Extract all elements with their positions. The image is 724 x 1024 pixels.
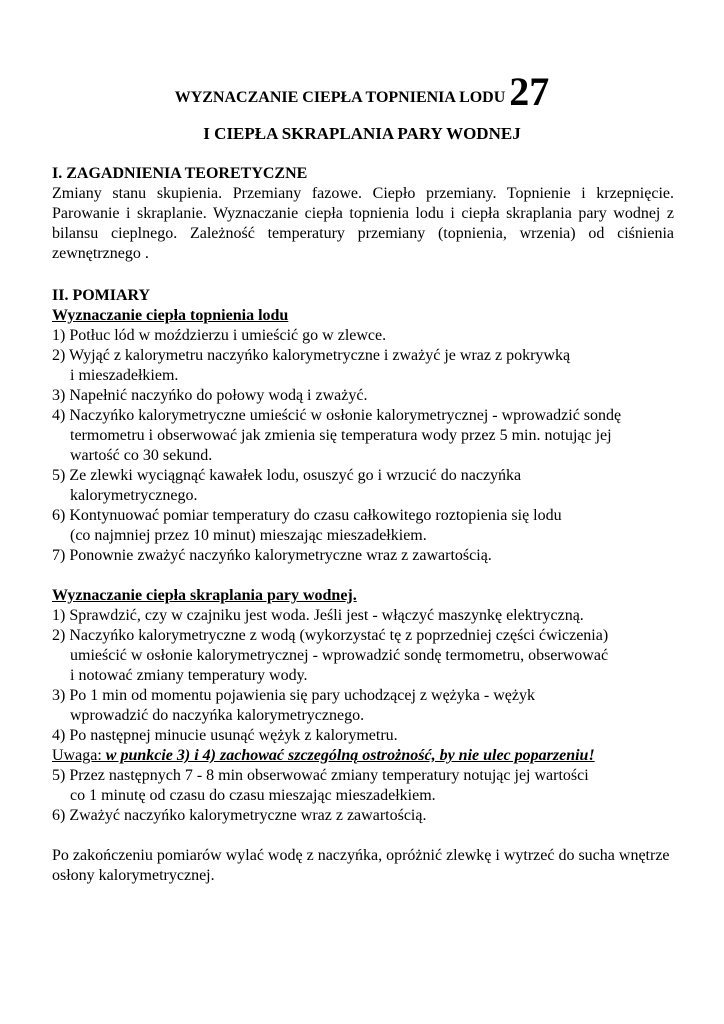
list-item: 4) Naczyńko kalorymetryczne umieścić w osłonie kalorymetrycznej - wprowadzić sondę [52, 407, 622, 424]
list-item: 1) Sprawdzić, czy w czajniku jest woda. Jeśli jest - włączyć maszynkę elektryczną. [52, 607, 584, 624]
list-item: 3) Napełnić naczyńko do połowy wodą i zważyć. [52, 387, 368, 404]
document-title-line1 [0, 69, 724, 114]
warning-label: Uwaga: [52, 747, 102, 764]
subsection-heading-melting: Wyznaczanie ciepła topnienia lodu [52, 307, 289, 324]
list-item: 6) Kontynuować pomiar temperatury do czasu całkowitego roztopienia się lodu [52, 507, 562, 524]
list-item-continuation: umieścić w osłonie kalorymetrycznej - wprowadzić sondę termometru, obserwować [70, 647, 609, 664]
list-item-continuation: kalorymetrycznego. [70, 487, 198, 504]
warning-note [52, 746, 674, 766]
list-item: 2) Wyjąć z kalorymetru naczyńko kalorymetryczne i zważyć je wraz z pokrywką [52, 347, 571, 364]
list-item: 4) Po następnej minucie usunąć wężyk z kalorymetru. [52, 727, 398, 744]
melting-steps-list [52, 326, 674, 566]
subsection-heading-condensation: Wyznaczanie ciepła skraplania pary wodnej. [52, 587, 357, 604]
list-item: 3) Po 1 min od momentu pojawienia się pary uchodzącej z wężyka - wężyk [52, 687, 535, 704]
list-item-continuation: (co najmniej przez 10 minut) mieszając mieszadełkiem. [70, 527, 427, 544]
exercise-number: 27 [509, 69, 550, 114]
warning-text: w punkcie 3) i 4) zachować szczególną ostrożność, by nie ulec poparzeniu! [101, 747, 595, 764]
section-theory [52, 164, 674, 264]
list-item-continuation: co 1 minutę od czasu do czasu mieszając mieszadełkiem. [70, 787, 436, 804]
condensation-steps-list [52, 606, 674, 826]
list-item-continuation: wprowadzić do naczyńka kalorymetrycznego. [70, 707, 365, 724]
list-item-continuation: wartość co 30 sekund. [70, 447, 213, 464]
section-heading-theory: I. ZAGADNIENIA TEORETYCZNE [52, 165, 308, 182]
section-measurements [52, 286, 674, 566]
list-item-continuation: termometru i obserwować jak zmienia się temperatura wody przez 5 min. notując jej [70, 427, 612, 444]
section-heading-measurements: II. POMIARY [52, 287, 151, 304]
document-title-line2: I CIEPŁA SKRAPLANIA PARY WODNEJ [203, 124, 521, 143]
theory-paragraph: Zmiany stanu skupienia. Przemiany fazowe. Ciepło przemiany. Topnienie i krzepnięcie. Parowanie i skraplanie. Wyznaczanie ciepła topnienia lodu i ciepła skraplania pary wodnej z bilansu cieplnego. Zależność temperatury przemiany (topnienia, wrzenia) od ciśnienia zewnętrznego . [52, 185, 674, 262]
list-item: 5) Przez następnych 7 - 8 min obserwować zmiany temperatury notując jej wartości [52, 767, 589, 784]
list-item: 6) Zważyć naczyńko kalorymetryczne wraz z zawartością. [52, 807, 427, 824]
list-item: 5) Ze zlewki wyciągnąć kawałek lodu, osuszyć go i wrzucić do naczyńka [52, 467, 522, 484]
subsection-condensation [52, 586, 674, 826]
list-item-continuation: i notować zmiany temperatury wody. [70, 667, 308, 684]
list-item: 7) Ponownie zważyć naczyńko kalorymetryczne wraz z zawartością. [52, 547, 492, 564]
title-text: WYZNACZANIE CIEPŁA TOPNIENIA LODU [174, 89, 506, 106]
list-item: 2) Naczyńko kalorymetryczne z wodą (wykorzystać tę z poprzedniej części ćwiczenia) [52, 627, 609, 644]
list-item-continuation: i mieszadełkiem. [70, 367, 179, 384]
list-item: 1) Potłuc lód w moździerzu i umieścić go w zlewce. [52, 327, 387, 344]
closing-paragraph: Po zakończeniu pomiarów wylać wodę z naczyńka, opróżnić zlewkę i wytrzeć do sucha wnętrze osłony kalorymetrycznej. [52, 847, 670, 884]
